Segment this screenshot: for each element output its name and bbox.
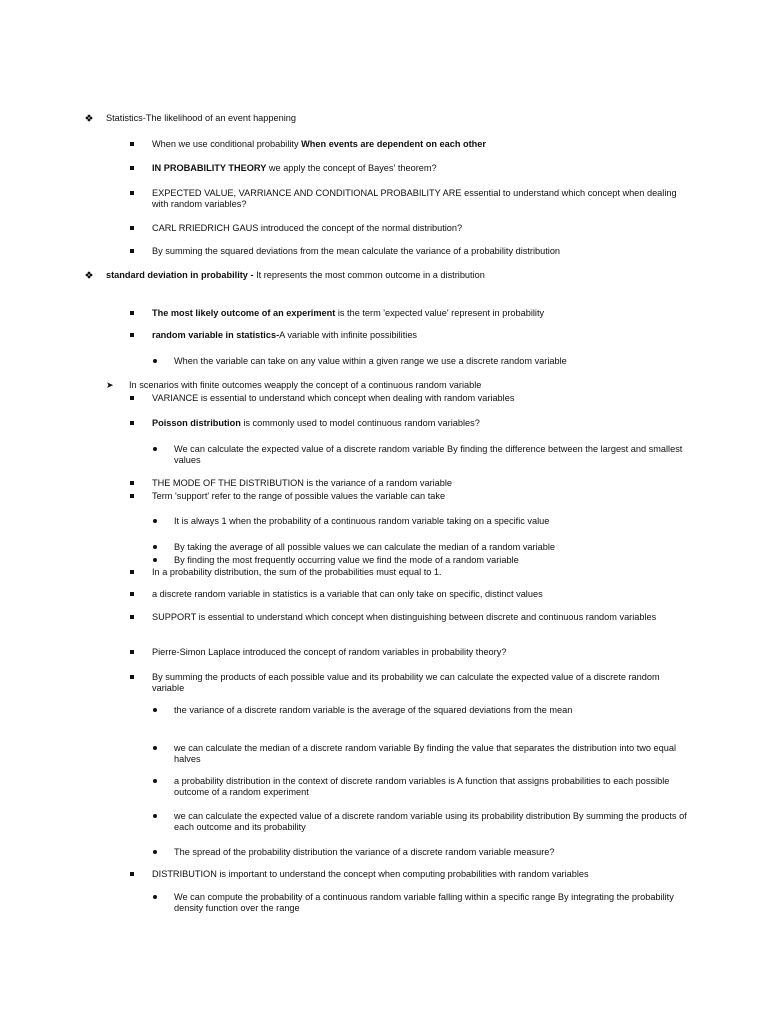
- item-text: [152, 308, 544, 319]
- text-run: EXPECTED VALUE, VARRIANCE AND CONDITIONAL PROBABILITY ARE essential to understand which concept when dealing with random variables?: [152, 188, 677, 209]
- bold-text: The most likely outcome of an experiment: [152, 308, 336, 318]
- text-run: Term 'support' refer to the range of possible values the variable can take: [152, 491, 446, 501]
- bold-text: random variable in statistics-: [152, 330, 280, 340]
- item-text: [174, 892, 684, 913]
- square-bullet-icon: [130, 333, 134, 337]
- square-bullet-icon: [130, 421, 134, 425]
- item-text: [152, 330, 417, 341]
- text-run: It is always 1 when the probability of a continuous random variable taking on a specific value: [174, 516, 550, 526]
- item-text: [174, 705, 572, 716]
- square-bullet-icon: [130, 311, 134, 315]
- dot-bullet-icon: [153, 447, 157, 451]
- text-run: We can compute the probability of a continuous random variable falling within a specific range By integrating the probability density function over the range: [174, 892, 674, 913]
- text-run: It represents the most common outcome in a distribution: [256, 270, 485, 280]
- text-run: When we use conditional probability: [152, 139, 302, 149]
- text-run: By finding the most frequently occurring value we find the mode of a random variable: [174, 555, 519, 565]
- item-text: [152, 188, 682, 209]
- diamond-bullet-icon: [84, 113, 94, 123]
- square-bullet-icon: [130, 494, 134, 498]
- text-run: CARL RRIEDRICH GAUS introduced the concept of the normal distribution?: [152, 223, 463, 233]
- text-run: VARIANCE is essential to understand which concept when dealing with random variables: [152, 393, 515, 403]
- item-text: [152, 491, 445, 502]
- text-run: a probability distribution in the context of discrete random variables is A function that assigns probabilities to each possible outcome of a random experiment: [174, 776, 670, 797]
- square-bullet-icon: [130, 249, 134, 253]
- item-text: [152, 163, 437, 174]
- item-text: [106, 113, 296, 124]
- item-text: [106, 270, 485, 281]
- dot-bullet-icon: [153, 519, 157, 523]
- item-text: [174, 743, 689, 764]
- text-run: When the variable can take on any value within a given range we use a discrete random variable: [174, 356, 567, 366]
- text-run: By summing the products of each possible value and its probability we can calculate the expected value of a discrete random variable: [152, 672, 660, 693]
- square-bullet-icon: [130, 226, 134, 230]
- item-text: [174, 811, 694, 832]
- diamond-bullet-icon: [84, 270, 94, 280]
- item-text: [152, 589, 543, 600]
- bold-text: When events are dependent on each other: [301, 139, 486, 149]
- text-run: DISTRIBUTION is important to understand the concept when computing probabilities with random variables: [152, 869, 589, 879]
- text-run: In a probability distribution, the sum of the probabilities must equal to 1.: [152, 567, 442, 577]
- square-bullet-icon: [130, 481, 134, 485]
- text-run: we can calculate the expected value of a discrete random variable using its probability distribution By summing the products of each outcome and its probability: [174, 811, 687, 832]
- dot-bullet-icon: [153, 558, 157, 562]
- square-bullet-icon: [130, 650, 134, 654]
- square-bullet-icon: [130, 570, 134, 574]
- text-run: Statistics-The likelihood of an event happening: [106, 113, 296, 123]
- item-text: [174, 776, 689, 797]
- text-run: In scenarios with finite outcomes weapply the concept of a continuous random variable: [129, 380, 482, 390]
- text-run: the variance of a discrete random variable is the average of the squared deviations from the mean: [174, 705, 573, 715]
- text-run: we apply the concept of Bayes' theorem?: [266, 163, 437, 173]
- item-text: [174, 555, 519, 566]
- item-text: [129, 380, 481, 391]
- square-bullet-icon: [130, 592, 134, 596]
- item-text: [174, 847, 554, 858]
- bold-text: Poisson distribution: [152, 418, 241, 428]
- bold-text: standard deviation in probability -: [106, 270, 257, 280]
- item-text: [152, 393, 514, 404]
- item-text: [152, 869, 589, 880]
- text-run: a discrete random variable in statistics is a variable that can only take on specific, distinct values: [152, 589, 543, 599]
- dot-bullet-icon: [153, 545, 157, 549]
- dot-bullet-icon: [153, 746, 157, 750]
- item-text: [152, 223, 462, 234]
- square-bullet-icon: [130, 396, 134, 400]
- item-text: [174, 444, 684, 465]
- item-text: [152, 418, 480, 429]
- text-run: The spread of the probability distribution the variance of a discrete random variable measure?: [174, 847, 555, 857]
- item-text: [152, 478, 452, 489]
- text-run: is the term 'expected value' represent in probability: [335, 308, 545, 318]
- text-run: By summing the squared deviations from the mean calculate the variance of a probability distribution: [152, 246, 561, 256]
- text-run: is commonly used to model continuous random variables?: [240, 418, 480, 428]
- text-run: THE MODE OF THE DISTRIBUTION is the variance of a random variable: [152, 478, 453, 488]
- square-bullet-icon: [130, 675, 134, 679]
- square-bullet-icon: [130, 872, 134, 876]
- text-run: By taking the average of all possible values we can calculate the median of a random variable: [174, 542, 555, 552]
- square-bullet-icon: [130, 166, 134, 170]
- text-run: we can calculate the median of a discrete random variable By finding the value that separates the distribution into two equal halves: [174, 743, 677, 764]
- item-text: [152, 647, 506, 658]
- square-bullet-icon: [130, 191, 134, 195]
- dot-bullet-icon: [153, 359, 157, 363]
- dot-bullet-icon: [153, 895, 157, 899]
- item-text: [174, 516, 549, 527]
- bold-text: IN PROBABILITY THEORY: [152, 163, 267, 173]
- item-text: [174, 542, 555, 553]
- item-text: [152, 612, 672, 623]
- square-bullet-icon: [130, 142, 134, 146]
- text-run: A variable with infinite possibilities: [279, 330, 418, 340]
- dot-bullet-icon: [153, 708, 157, 712]
- item-text: [152, 567, 442, 578]
- dot-bullet-icon: [153, 779, 157, 783]
- dot-bullet-icon: [153, 850, 157, 854]
- square-bullet-icon: [130, 615, 134, 619]
- item-text: [152, 139, 486, 150]
- dot-bullet-icon: [153, 814, 157, 818]
- arrow-bullet-icon: ➤: [106, 380, 114, 390]
- text-run: We can calculate the expected value of a discrete random variable By finding the difference between the largest and smallest values: [174, 444, 683, 465]
- text-run: Pierre-Simon Laplace introduced the concept of random variables in probability theory?: [152, 647, 507, 657]
- text-run: SUPPORT is essential to understand which concept when distinguishing between discrete and continuous random variables: [152, 612, 657, 622]
- item-text: [152, 672, 677, 693]
- item-text: [174, 356, 567, 367]
- item-text: [152, 246, 560, 257]
